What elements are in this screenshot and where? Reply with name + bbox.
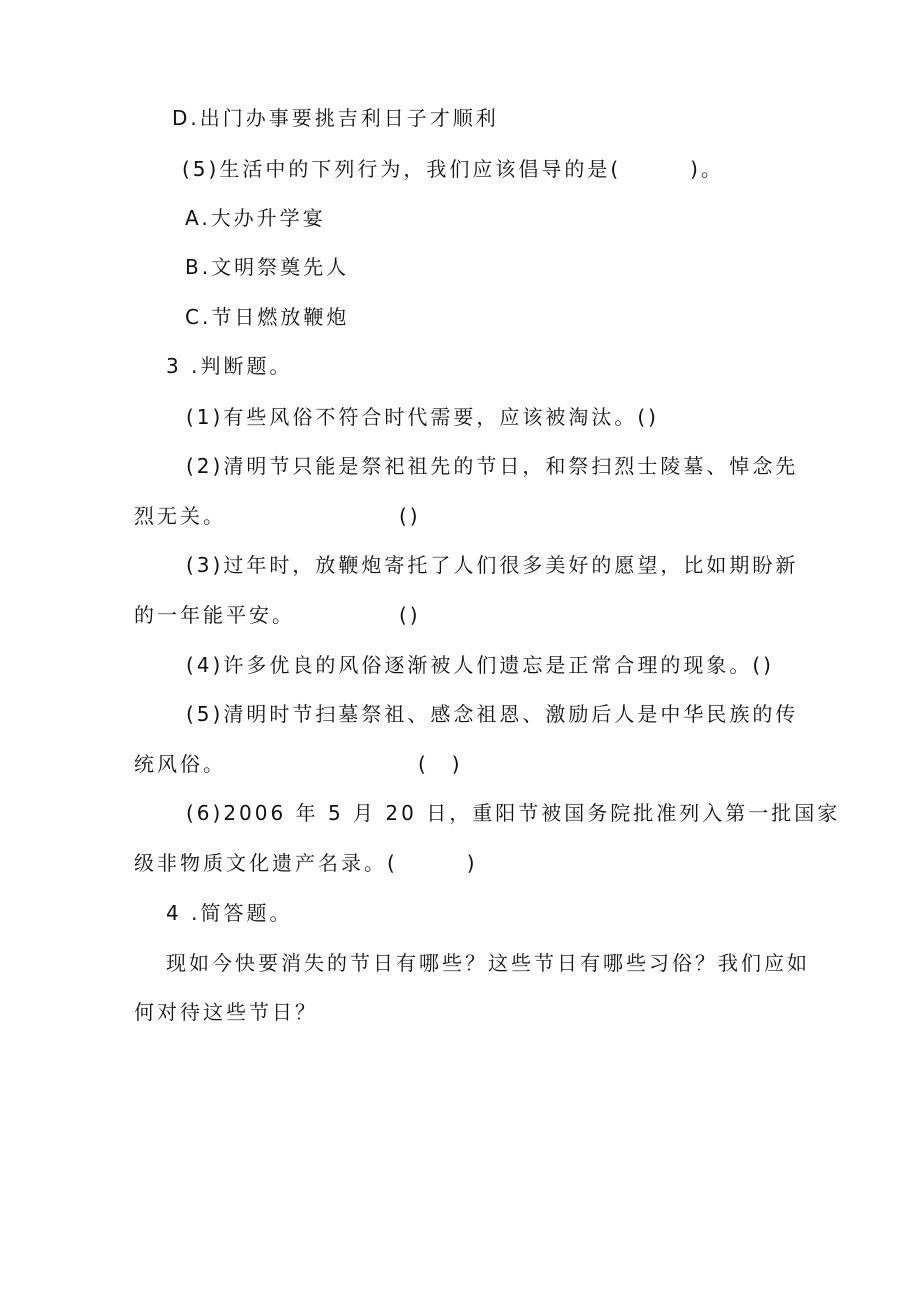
q3-item5-answer-blank: ( ) [418,752,463,776]
q3-item3-line2: 的一年能平安。 [134,603,295,627]
q2-item5-option-c: C.节日燃放鞭炮 [185,305,350,329]
q3-item3-answer-blank: () [399,603,421,627]
q2-option-d: D.出门办事要挑吉利日子才顺利 [172,106,499,130]
q4-heading: 4 .简答题。 [166,901,293,925]
q2-item5-option-b: B.文明祭奠先人 [185,255,350,279]
q2-item5-option-a: A.大办升学宴 [185,206,326,230]
q3-item2-answer-blank: () [399,504,421,528]
q3-item5-line1: (5)清明时节扫墓祭祖、感念祖恩、激励后人是中华民族的传 [186,702,799,726]
q2-item5-stem: (5)生活中的下列行为，我们应该倡导的是( )。 [182,157,724,181]
q4-question-line2: 何对待这些节日？ [134,1000,318,1024]
q3-item6-line1: (6)2006 年 5 月 20 日，重阳节被国务院批准列入第一批国家 [186,801,841,825]
q3-item3-line1: (3)过年时，放鞭炮寄托了人们很多美好的愿望，比如期盼新 [186,553,799,577]
q3-item2-line2: 烈无关。 [134,504,226,528]
q3-item4: (4)许多优良的风俗逐渐被人们遗忘是正常合理的现象。() [186,653,774,677]
q3-item2-line1: (2)清明节只能是祭祀祖先的节日，和祭扫烈士陵墓、悼念先 [186,454,799,478]
q3-item1: (1)有些风俗不符合时代需要，应该被淘汰。() [186,405,659,429]
q4-question-line1: 现如今快要消失的节日有哪些？这些节日有哪些习俗？我们应如 [166,951,810,975]
q3-item5-line2: 统风俗。 [134,752,226,776]
q3-heading: 3 .判断题。 [166,354,293,378]
q3-item6-line2: 级非物质文化遗产名录。( ) [134,851,478,875]
